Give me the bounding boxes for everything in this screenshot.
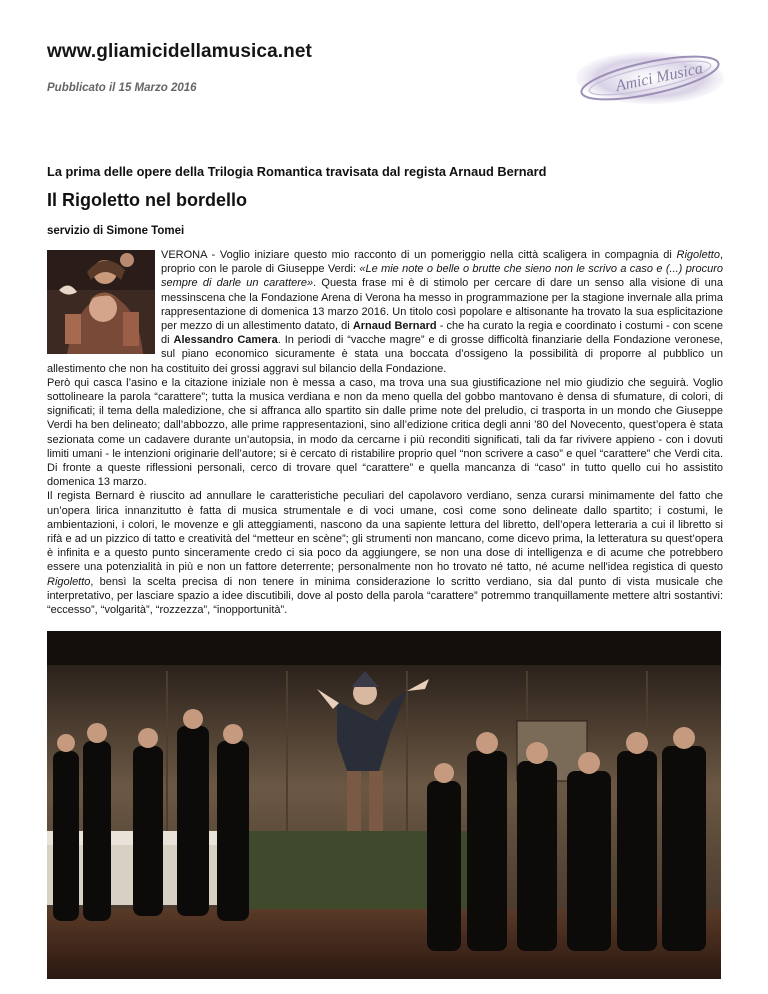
publication-date: Pubblicato il 15 Marzo 2016 [47,82,197,94]
intro-text-4: - che ha curato la regia e coordinato i costumi - con scene di [161,320,723,347]
amici-musica-logo [575,42,725,108]
intro-text-1: VERONA - Voglio iniziare questo mio racconto di un pomeriggio nella città scaligera in compagnia di [161,249,677,261]
opera-title-2: Rigoletto [47,575,91,588]
byline: servizio di Simone Tomei [47,225,185,237]
paragraph-3-b: , bensì la scelta precisa di non tenere in minima considerazione lo scritto verdiano, sia dal punto di vista musicale che interpretativo, per lasciare spazio a idee discutibili, dove al posto della parola “carattere” potremmo tranquillamente mettere altri sostantivi: “eccesso”, “volgarità”, “rozzezza”, “inopportunità”. [47,575,723,617]
verdi-quote: «Le mie note o belle o brutte che sieno non le scrivo a caso e (...) procuro sempre di darle un carattere» [161,263,723,290]
stage-scene-photo [47,631,721,979]
article-body [47,248,723,617]
site-url[interactable]: www.gliamicidellamusica.net [47,41,312,62]
article-subtitle: La prima delle opere della Trilogia Romantica travisata dal regista Arnaud Bernard [47,164,547,179]
intro-text-3: . Questa frase mi è di stimolo per cercare di dare un senso alla visione di una messinscena che la Fondazione Arena di Verona ha messo in programmazione per la stagione invernale alla prima rappresentazione di domenica 13 marzo 2016. Un titolo così popolare e altisonante ha trovato la sua esplicitazione per mezzo di un allestimento datato, di [161,277,724,333]
svg-text:Amici Musica: Amici Musica [614,60,705,96]
paragraph-3-a: Il regista Bernard è riuscito ad annullare le caratteristiche peculiari del capolavoro verdiano, senza curarsi minimamente del fatto che un’opera lirica innanzitutto è fatta di musica strumentale e di voci umane, così come sono delineate dallo spartito; i costumi, le ambientazioni, i colori, le movenze e gli atteggiamenti, nascono da una sapiente lettura del libretto, dell’opera letteraria a cui il libretto si rifà e ad un pizzico di tatto e creatività del “metteur en scène”; gli strumenti non mancano, come dicevo prima, la letteratura su quest’opera è infinita e a questo punto sinceramente credo ci sia poco da aggiungere, se non una dose di intelligenza e di acume che potrebbero essere una potenzialità in più e non un fattore deterrente; personalmente non ho trovato né tatto, né acume nell'idea registica di questo [47,490,723,574]
rigoletto-thumbnail-photo [47,250,155,354]
intro-text-2: , proprio con le parole di Giuseppe Verdi: [161,249,723,276]
article-title: Il Rigoletto nel bordello [47,190,247,210]
opera-title-1: Rigoletto [676,249,720,261]
designer-name: Alessandro Camera [173,334,278,347]
director-name: Arnaud Bernard [352,320,437,333]
intro-text-5: . In periodi di “vacche magre” e di grosse difficoltà finanziarie della Fondazione veronese, sul piano economico sicuramente è stata una boccata d’ossigeno la possibilità di proporre al pubblico un allestimento che non ha costituito dei grossi aggravi sul bilancio della Fondazione. [47,334,723,375]
paragraph-2: Però qui casca l’asino e la citazione iniziale non è messa a caso, ma trova una sua giustificazione nel mio giudizio che seguirà. Voglio sottolineare la parola “carattere”; tutta la musica verdiana e non da meno quella del gobbo mantovano è densa di sfumature, di colori, di significati; il tema della maledizione, che si affranca allo spartito sin dalle prime note del preludio, ci trasporta in un mondo che Giuseppe Verdi ha ben delineato; dall’abbozzo, alle prime rappresentazioni, sino all’edizione critica degli anni ’80 del Novecento, quest’opera è stata sezionata come un cadavere durante un’autopsia, in modo da cercarne i più reconditi significati, tali da far rivivere appieno - con i dovuti limiti umani - le intenzioni originarie dell’autore; si è cercato di ristabilire proprio quel “non scrivere a caso” e quel “carattere” che Verdi cita. Di fronte a queste riflessioni personali, cerco di trovare quel “carattere” e quella mancanza di “caso” in tutto quello cui ho assistito domenica 13 marzo. [47,376,723,489]
